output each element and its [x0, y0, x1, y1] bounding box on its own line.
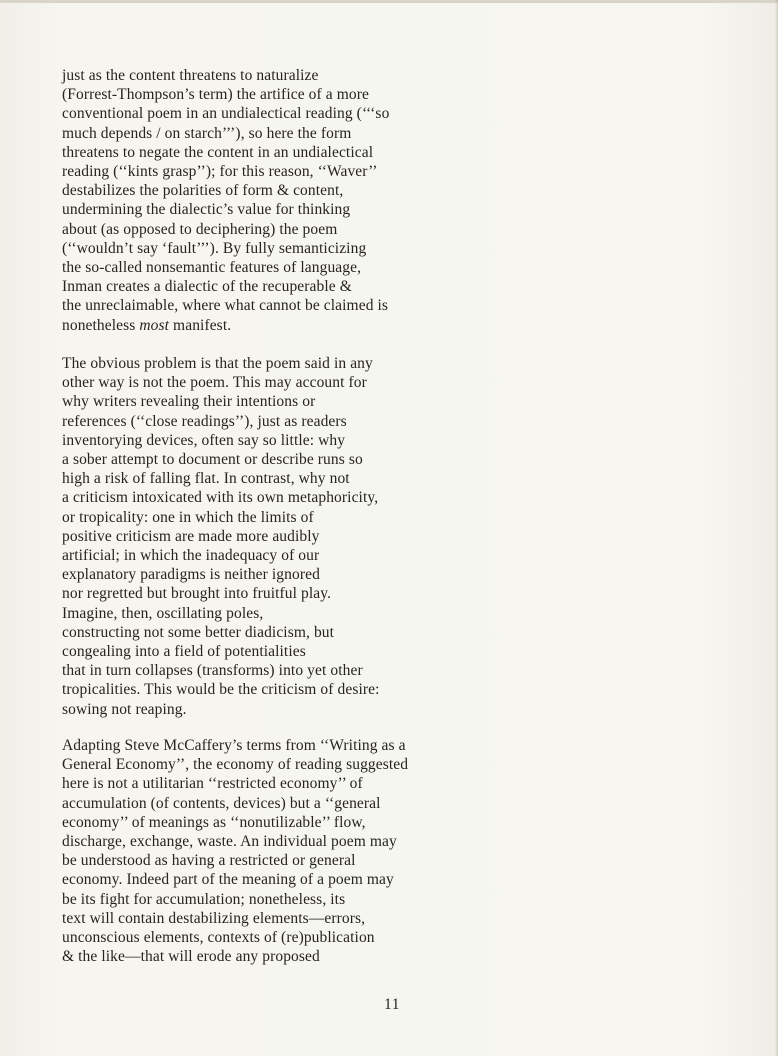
text-line: constructing not some better diadicism, but [62, 623, 335, 641]
text-segment: nonetheless [62, 316, 140, 334]
text-line: General Economy’’, the economy of reading suggested [62, 756, 409, 774]
text-line: references (‘‘close readings’’), just as readers [62, 412, 347, 430]
text-line: a criticism intoxicated with its own metaphoricity, [62, 489, 379, 507]
text-line: artificial; in which the inadequacy of our [62, 547, 320, 565]
text-line: explanatory paradigms is neither ignored [62, 566, 320, 584]
text-line: why writers revealing their intentions or [62, 393, 316, 411]
text-line: that in turn collapses (transforms) into yet other [62, 662, 363, 680]
text-line: inventorying devices, often say so little: why [62, 431, 346, 449]
text-line: Imagine, then, oscillating poles, [62, 604, 264, 622]
text-line: the so-called nonsemantic features of language, [62, 259, 362, 277]
text-line: conventional poem in an undialectical reading (‘‘‘so [62, 105, 390, 123]
text-line: threatens to negate the content in an undialectical [62, 143, 374, 161]
paragraph-2 [62, 354, 462, 719]
page-number: 11 [384, 996, 400, 1013]
text-line: positive criticism are made more audibly [62, 527, 320, 545]
text-line: (Forrest-Thompson’s term) the artifice of a more [62, 86, 369, 104]
text-line: reading (‘‘kints grasp’’); for this reason, ‘‘Waver’’ [62, 163, 378, 181]
text-line: a sober attempt to document or describe runs so [62, 451, 363, 469]
italic-emphasis: most [139, 316, 170, 334]
page-top-edge [0, 0, 778, 3]
text-line: be understood as having a restricted or general [62, 852, 356, 870]
text-line: (‘‘wouldn’t say ‘fault’’’). By fully semanticizing [62, 239, 367, 257]
text-line: other way is not the poem. This may account for [62, 374, 367, 392]
text-line: accumulation (of contents, devices) but a ‘‘general [62, 794, 381, 812]
text-line: congealing into a field of potentialities [62, 643, 306, 661]
text-line: tropicalities. This would be the criticism of desire: [62, 681, 380, 699]
text-line: high a risk of falling flat. In contrast, why not [62, 470, 350, 488]
text-line: The obvious problem is that the poem said in any [62, 355, 373, 372]
text-line: undermining the dialectic’s value for thinking [62, 201, 351, 219]
text-line: & the like—that will erode any proposed [62, 948, 320, 966]
text-line: unconscious elements, contexts of (re)publication [62, 929, 375, 947]
text-line: nor regretted but brought into fruitful play. [62, 585, 332, 603]
text-line: much depends / on starch’’’), so here the form [62, 124, 352, 142]
text-line: here is not a utilitarian ‘‘restricted economy’’ of [62, 775, 363, 793]
text-line: Adapting Steve McCaffery’s terms from ‘‘Writing as a [62, 737, 406, 754]
text-line: Inman creates a dialectic of the recuperable & [62, 278, 352, 296]
paragraph-1 [62, 66, 462, 335]
text-line: economy’’ of meanings as ‘‘nonutilizable’’ flow, [62, 813, 366, 831]
text-line: or tropicality: one in which the limits of [62, 508, 314, 526]
text-line: about (as opposed to deciphering) the poem [62, 220, 338, 238]
paragraph-3 [62, 736, 462, 966]
text-line: just as the content threatens to naturalize [62, 67, 319, 84]
text-line: discharge, exchange, waste. An individual poem may [62, 833, 397, 851]
text-segment: manifest. [169, 316, 232, 334]
text-line: the unreclaimable, where what cannot be claimed is [62, 297, 389, 315]
text-line: text will contain destabilizing elements—errors, [62, 909, 366, 927]
text-line: sowing not reaping. [62, 700, 187, 718]
text-line: destabilizes the polarities of form & content, [62, 182, 344, 200]
text-line: economy. Indeed part of the meaning of a poem may [62, 871, 394, 889]
text-line: be its fight for accumulation; nonetheless, its [62, 890, 346, 908]
text-line-last [62, 316, 462, 335]
